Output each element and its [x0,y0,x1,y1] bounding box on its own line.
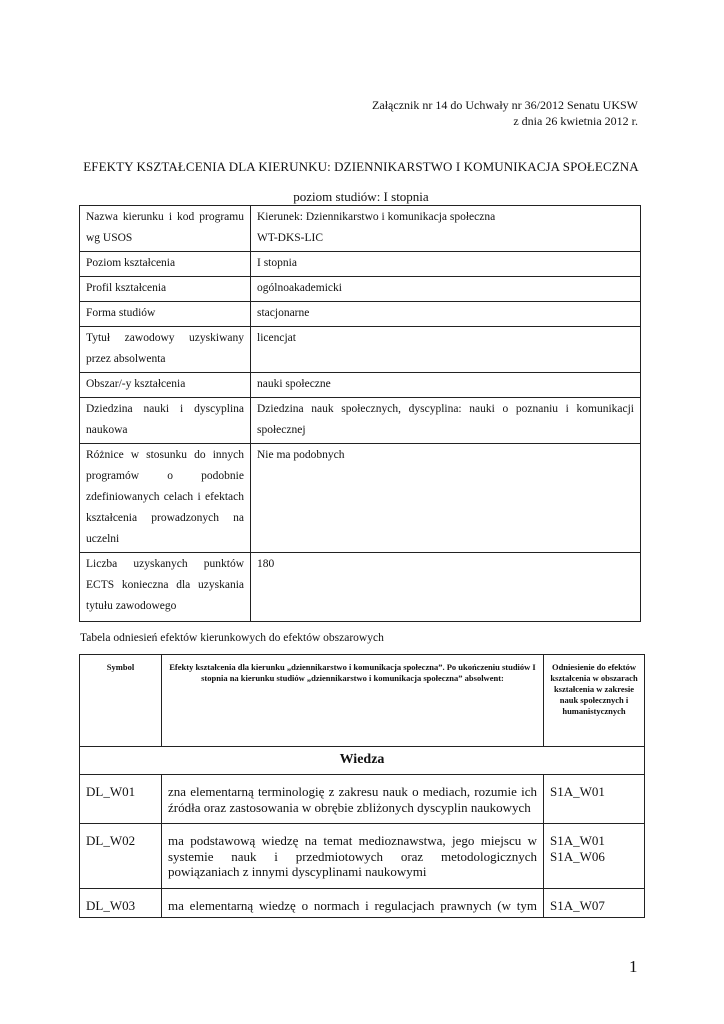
effects-mapping-table [79,654,645,918]
info-row [80,553,641,622]
info-row [80,252,641,277]
attachment-note [372,97,638,129]
effect-description: ma elementarną wiedzę o normach i regulacjach prawnych (w tym [162,888,544,918]
info-label: Różnice w stosunku do innych programów o podobnie zdefiniowanych celach i efektach kształcenia prowadzonych na uczelni [80,444,251,553]
info-value: licencjat [251,327,641,373]
mapping-header-row [80,655,645,747]
info-value-line: WT-DKS-LIC [257,232,324,244]
info-value: 180 [251,553,641,622]
header-effects: Efekty kształcenia dla kierunku „dziennikarstwo i komunikacja społeczna”. Po ukończeniu studiów I stopnia na kierunku studiów „dziennikarstwo i komunikacja społeczna” absolwent: [162,655,544,747]
info-label: Poziom kształcenia [80,252,251,277]
table-row [80,888,645,918]
info-value: I stopnia [251,252,641,277]
info-label: Tytuł zawodowy uzyskiwany przez absolwenta [80,327,251,373]
document-subtitle: poziom studiów: I stopnia [293,189,429,204]
effect-reference-item: S1A_W06 [550,848,605,864]
effect-description: zna elementarną terminologię z zakresu nauk o mediach, rozumie ich źródła oraz zastosowania w obrębie zbliżonych dyscyplin naukowych [162,775,544,824]
info-label: Obszar/-y kształcenia [80,373,251,398]
info-value: nauki społeczne [251,373,641,398]
header-reference: Odniesienie do efektów kształcenia w obszarach kształcenia w zakresie nauk społecznych i humanistycznych [544,655,645,747]
program-info-table [79,205,641,622]
info-value-line: Kierunek: Dziennikarstwo i komunikacja społeczna [257,211,496,223]
info-value: Dziedzina nauk społecznych, dyscyplina: nauki o poznaniu i komunikacji społecznej [251,398,641,444]
info-row [80,277,641,302]
info-value: ogólnoakademicki [251,277,641,302]
info-label: Nazwa kierunku i kod programu wg USOS [80,206,251,252]
section-title: Wiedza [80,747,645,775]
header-symbol: Symbol [80,655,162,747]
effect-reference: S1A_W01 [544,775,645,824]
info-value: Nie ma podobnych [251,444,641,553]
info-label: Forma studiów [80,302,251,327]
effect-symbol: DL_W01 [80,775,162,824]
effect-symbol: DL_W03 [80,888,162,918]
document-title: EFEKTY KSZTAŁCENIA DLA KIERUNKU: DZIENNIKARSTWO I KOMUNIKACJA SPOŁECZNA [83,159,639,174]
info-row [80,444,641,553]
info-label: Profil kształcenia [80,277,251,302]
effect-description: ma podstawową wiedzę na temat medioznawstwa, jego miejscu w systemie nauk i przedmiotowych oraz metodologicznych powiązaniach z innymi dyscyplinami naukowymi [162,824,544,889]
info-row [80,302,641,327]
attachment-line-1: Załącznik nr 14 do Uchwały nr 36/2012 Senatu UKSW [372,98,638,112]
effect-reference [544,824,645,889]
effect-reference-item: S1A_W01 [550,833,605,848]
attachment-line-2: z dnia 26 kwietnia 2012 r. [513,114,638,128]
info-row [80,398,641,444]
info-row [80,373,641,398]
page-number: 1 [629,957,638,976]
info-row [80,206,641,252]
info-label: Liczba uzyskanych punktów ECTS konieczna dla uzyskania tytułu zawodowego [80,553,251,622]
table-row [80,775,645,824]
info-value [251,206,641,252]
table-row [80,824,645,889]
mapping-table-caption: Tabela odniesień efektów kierunkowych do efektów obszarowych [80,632,384,644]
info-row [80,327,641,373]
section-row [80,747,645,775]
effect-reference: S1A_W07 [544,888,645,918]
info-label: Dziedzina nauki i dyscyplina naukowa [80,398,251,444]
info-value: stacjonarne [251,302,641,327]
effect-symbol: DL_W02 [80,824,162,889]
